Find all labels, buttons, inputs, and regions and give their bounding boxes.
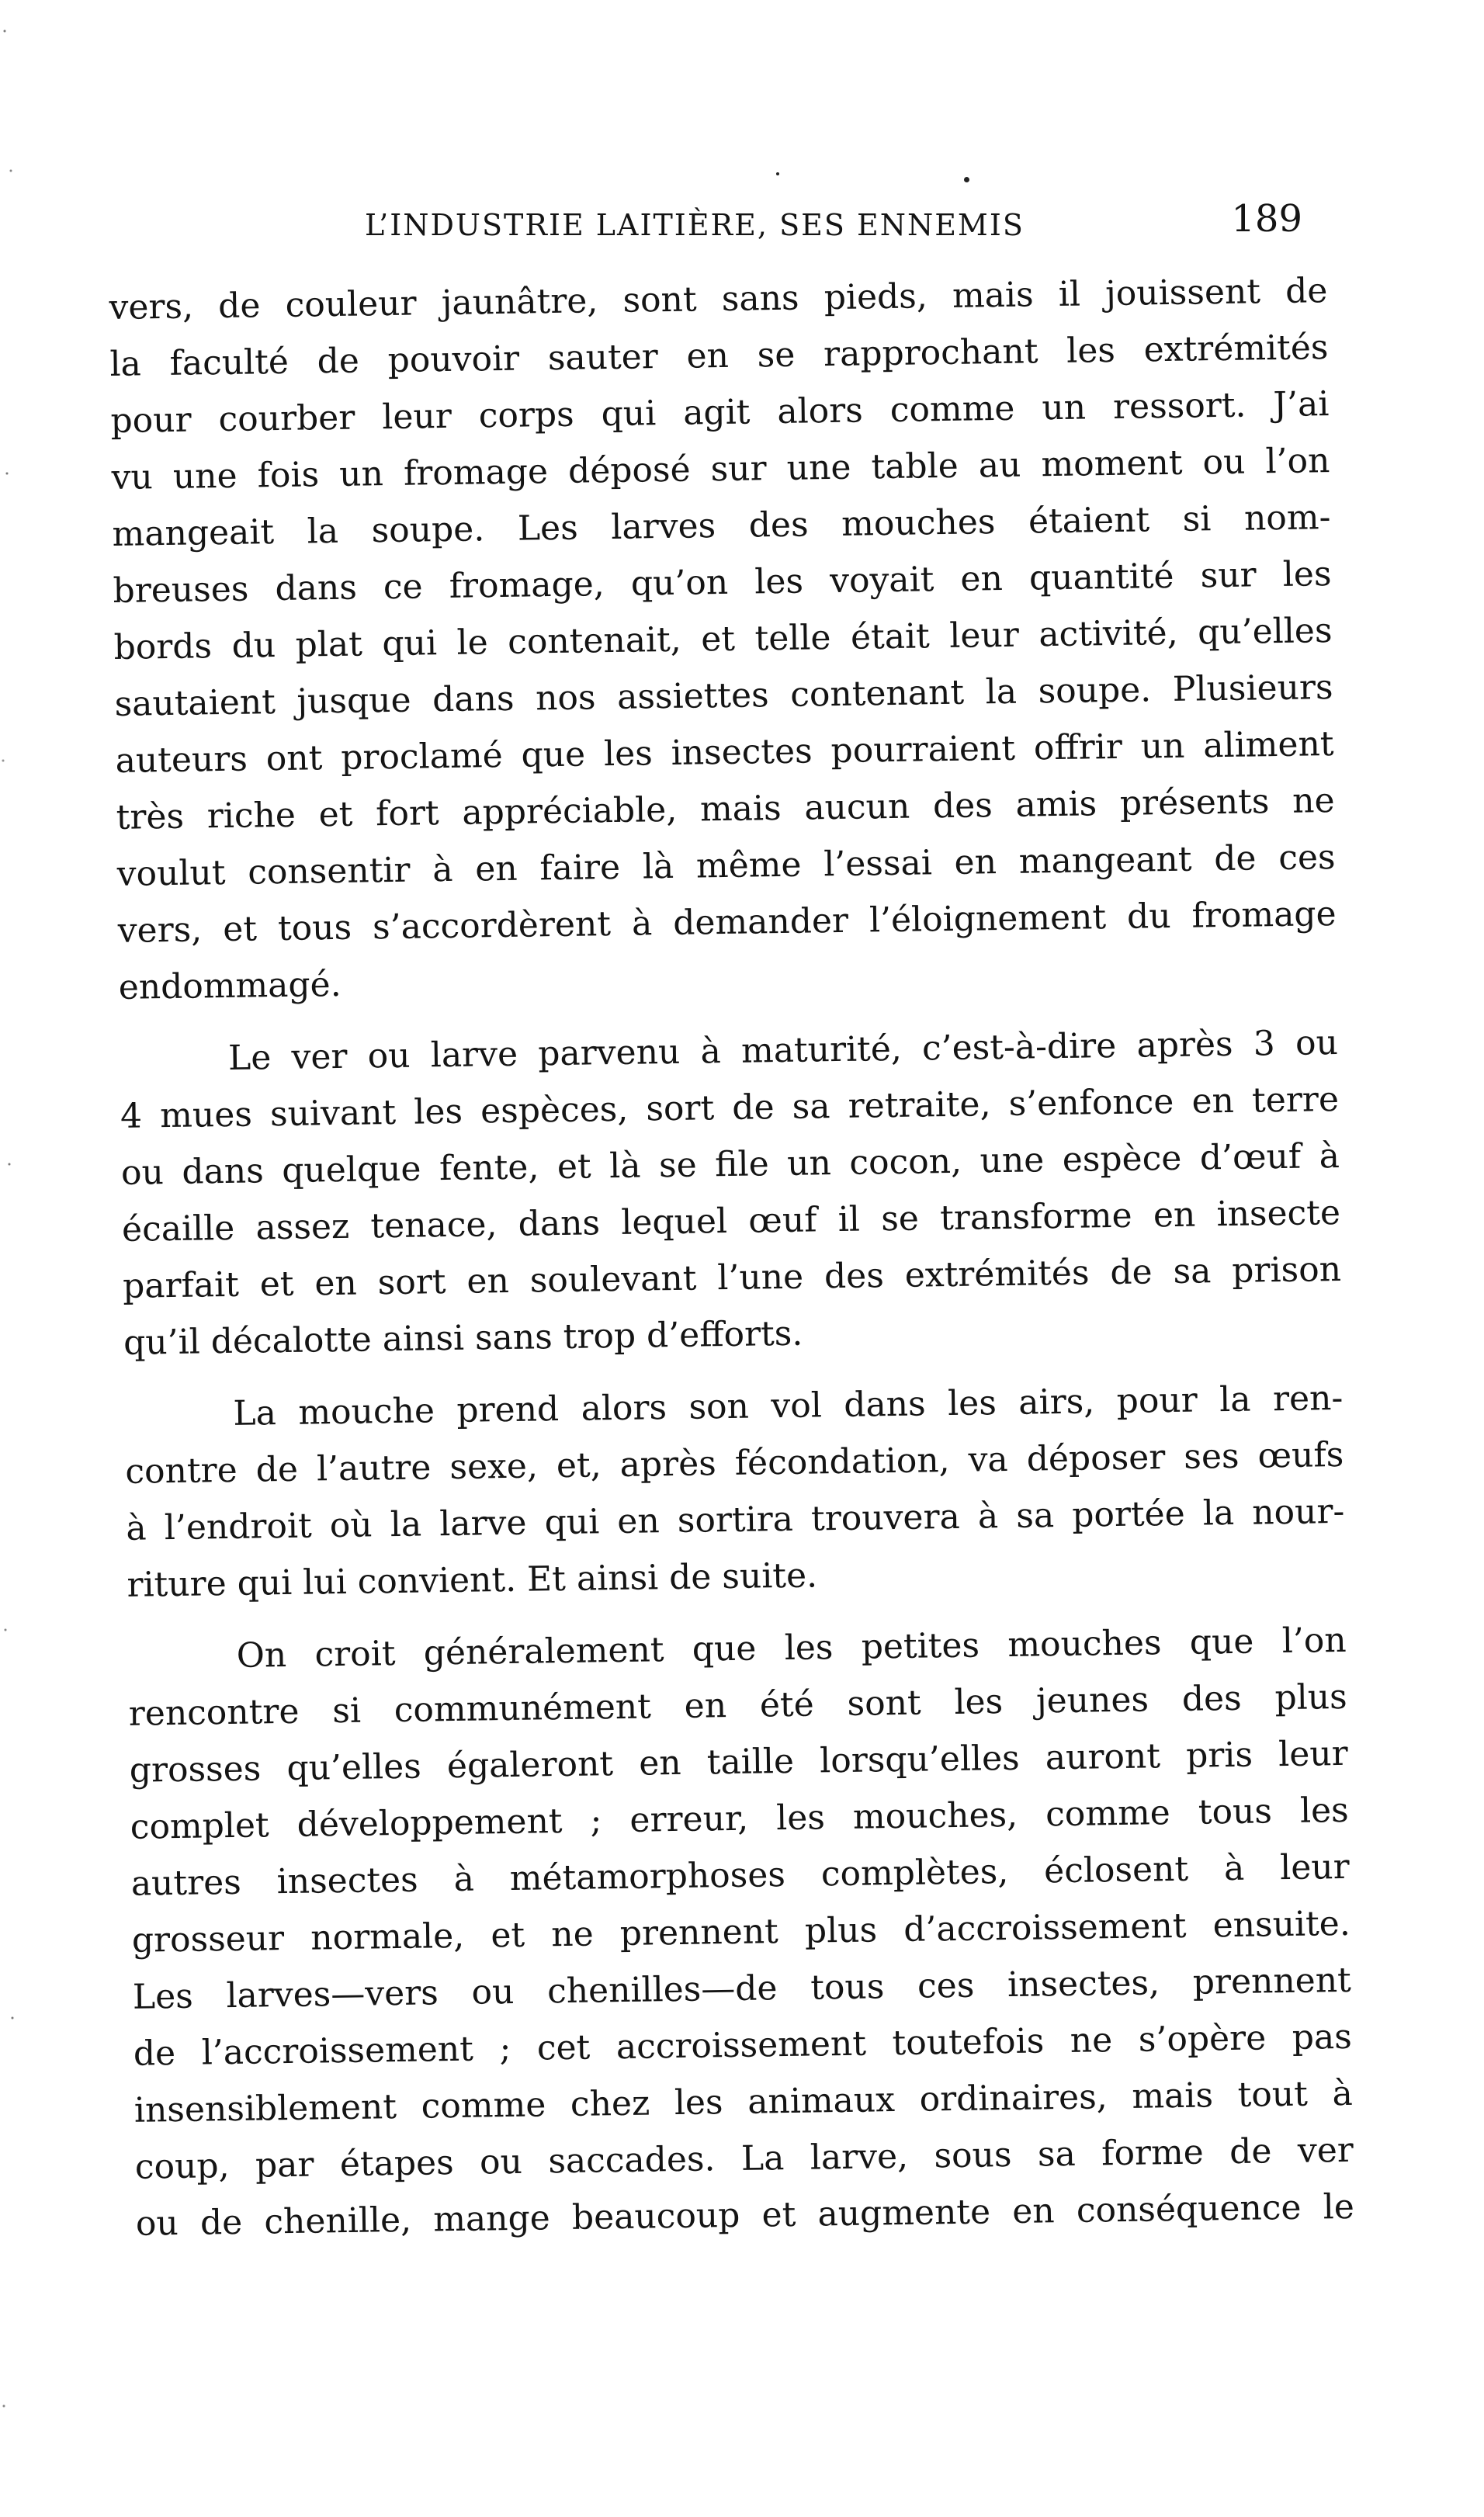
text-line: ou de chenille, mange beaucoup et augmente en conséquence le [135, 2186, 1355, 2244]
paragraph [124, 1370, 1346, 1614]
text-line: vers, de couleur jaunâtre, sont sans pieds, mais il jouissent de [109, 271, 1328, 328]
text-line: parfait et en sort en soulevant l’une des extrémités de sa prison [122, 1249, 1342, 1306]
paragraph [120, 1014, 1343, 1371]
text-line: rencontre si communément en été sont les jeunes des plus [128, 1676, 1348, 1734]
text-line: La mouche prend alors son vol dans les airs, pour la ren- [233, 1378, 1344, 1434]
text-line: auteurs ont proclamé que les insectes pourraient offrir un aliment [115, 724, 1334, 781]
page-edge-speckle [0, 0, 20, 2517]
text-line: insensiblement comme chez les animaux ordinaires, mais tout à [133, 2073, 1354, 2130]
print-speck [964, 177, 969, 182]
text-line: vers, et tous s’accordèrent à demander l’éloignement du fromage [117, 894, 1337, 951]
text-line: très riche et fort appréciable, mais aucun des amis présents ne [116, 781, 1335, 837]
paragraph [109, 262, 1337, 1016]
text-line: autres insectes à métamorphoses complètes, éclosent à leur [130, 1846, 1351, 1904]
text-line: qu’il décalotte ainsi sans trop d’efforts. [123, 1313, 803, 1363]
text-line: 4 mues suivant les espèces, sort de sa retraite, s’enfonce en terre [120, 1079, 1340, 1136]
text-line: voulut consentir à en faire là même l’essai en mangeant de ces [116, 837, 1336, 894]
page-number: 189 [1231, 197, 1302, 241]
body-text [109, 262, 1357, 2390]
running-head: L’INDUSTRIE LAITIÈRE, SES ENNEMIS [365, 208, 1025, 242]
text-line: grosseur normale, et ne prennent plus d’accroissement ensuite. [131, 1903, 1351, 1961]
text-line: riture qui lui convient. Et ainsi de suite. [127, 1555, 818, 1605]
text-line: pour courber leur corps qui agit alors comme un ressort. J’ai [110, 384, 1330, 441]
text-line: sautaient jusque dans nos assiettes contenant la soupe. Plusieurs [114, 667, 1333, 724]
text-line: bords du plat qui le contenait, et telle était leur activité, qu’elles [113, 611, 1333, 667]
text-line: vu une fois un fromage déposé sur une table au moment ou l’on [111, 441, 1330, 498]
print-speck [776, 172, 779, 175]
text-line: grosses qu’elles égaleront en taille lorsqu’elles auront pris leur [129, 1733, 1349, 1791]
text-line: ou dans quelque fente, et là se file un cocon, une espèce d’œuf à [120, 1135, 1340, 1193]
text-line: Les larves—vers ou chenilles—de tous ces insectes, prennent [132, 1960, 1352, 2017]
text-line: de l’accroissement ; cet accroissement toutefois ne s’opère pas [133, 2016, 1353, 2074]
text-line: à l’endroit où la larve qui en sortira trouvera à sa portée la nour- [126, 1491, 1345, 1548]
text-line: contre de l’autre sexe, et, après fécondation, va déposer ses œufs [125, 1434, 1344, 1492]
text-line: Le ver ou larve parvenu à maturité, c’est-à-dire après 3 ou [227, 1022, 1339, 1078]
text-line: complet développement ; erreur, les mouches, comme tous les [130, 1790, 1350, 1847]
text-line: la faculté de pouvoir sauter en se rapprochant les extrémités [109, 328, 1329, 384]
page-header [365, 197, 1327, 250]
text-line: écaille assez tenace, dans lequel œuf il se transforme en insecte [121, 1192, 1341, 1250]
paragraph [127, 1612, 1354, 2252]
text-line: coup, par étapes ou saccades. La larve, sous sa forme de ver [134, 2130, 1354, 2187]
text-line: On croit généralement que les petites mouches que l’on [236, 1620, 1347, 1676]
text-line: endommagé. [118, 964, 342, 1007]
text-line: breuses dans ce fromage, qu’on les voyait en quantité sur les [113, 554, 1332, 611]
text-line: mangeait la soupe. Les larves des mouches étaient si nom- [112, 498, 1331, 554]
